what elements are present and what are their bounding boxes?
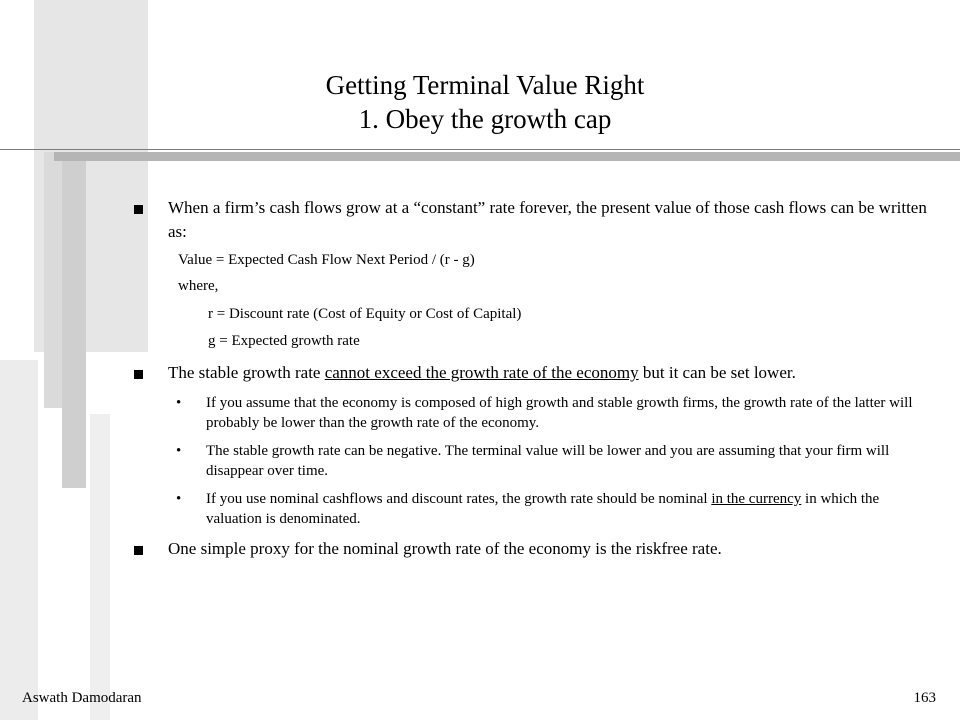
bullet-2 <box>128 361 928 385</box>
sub-bullet-2-text: The stable growth rate can be negative. The terminal value will be lower and you are assuming that your firm will disappear over time. <box>206 443 890 479</box>
bullet-1-text: When a firm’s cash flows grow at a “constant” rate forever, the present value of those cash flows can be written as: <box>168 198 927 241</box>
title-line-1: Getting Terminal Value Right <box>325 70 645 100</box>
slide-content <box>128 196 928 561</box>
bullet-1 <box>128 196 928 244</box>
bullet-3 <box>128 537 928 561</box>
footer-author: Aswath Damodaran <box>22 690 142 706</box>
bullet-2-text-end: but it can be set lower. <box>638 363 796 382</box>
formula-line: Value = Expected Cash Flow Next Period / (r - g) <box>178 252 475 268</box>
square-bullet-icon <box>134 205 143 214</box>
dot-bullet-icon: • <box>176 443 182 459</box>
title-line-2: 1. Obey the growth cap <box>358 104 612 134</box>
bullet-2-text-start: The stable growth rate <box>168 363 325 382</box>
header-rule-thin <box>0 149 960 150</box>
decor-bar-4 <box>0 360 38 720</box>
page-number: 163 <box>913 690 936 706</box>
sub-bullet-1-text: If you assume that the economy is composed of high growth and stable growth firms, the growth rate of the latter will probably be lower than the growth rate of the economy. <box>206 395 913 431</box>
square-bullet-icon <box>134 546 143 555</box>
bullet-2-underlined: cannot exceed the growth rate of the economy <box>324 363 639 382</box>
decor-bar-3 <box>62 160 86 488</box>
sub-bullet-3 <box>128 489 928 529</box>
sub-bullet-1 <box>128 393 928 433</box>
definition-r: r = Discount rate (Cost of Equity or Cost of Capital) <box>208 306 522 322</box>
square-bullet-icon <box>134 370 143 379</box>
dot-bullet-icon: • <box>176 491 182 507</box>
sub-bullet-3-underlined: in the currency <box>711 491 802 507</box>
decor-bar-5 <box>90 414 110 720</box>
bullet-3-text: One simple proxy for the nominal growth rate of the economy is the riskfree rate. <box>168 539 722 558</box>
dot-bullet-icon: • <box>176 395 182 411</box>
slide-title <box>150 68 820 136</box>
sub-bullet-2 <box>128 441 928 481</box>
where-line: where, <box>178 278 219 294</box>
sub-bullet-3-text-start: If you use nominal cashflows and discount rates, the growth rate should be nominal <box>206 491 712 507</box>
definition-g: g = Expected growth rate <box>208 333 360 349</box>
sub-bullet-3-text-end: in which the valuation is denominated. <box>206 491 880 527</box>
header-rule-thick <box>54 152 960 161</box>
